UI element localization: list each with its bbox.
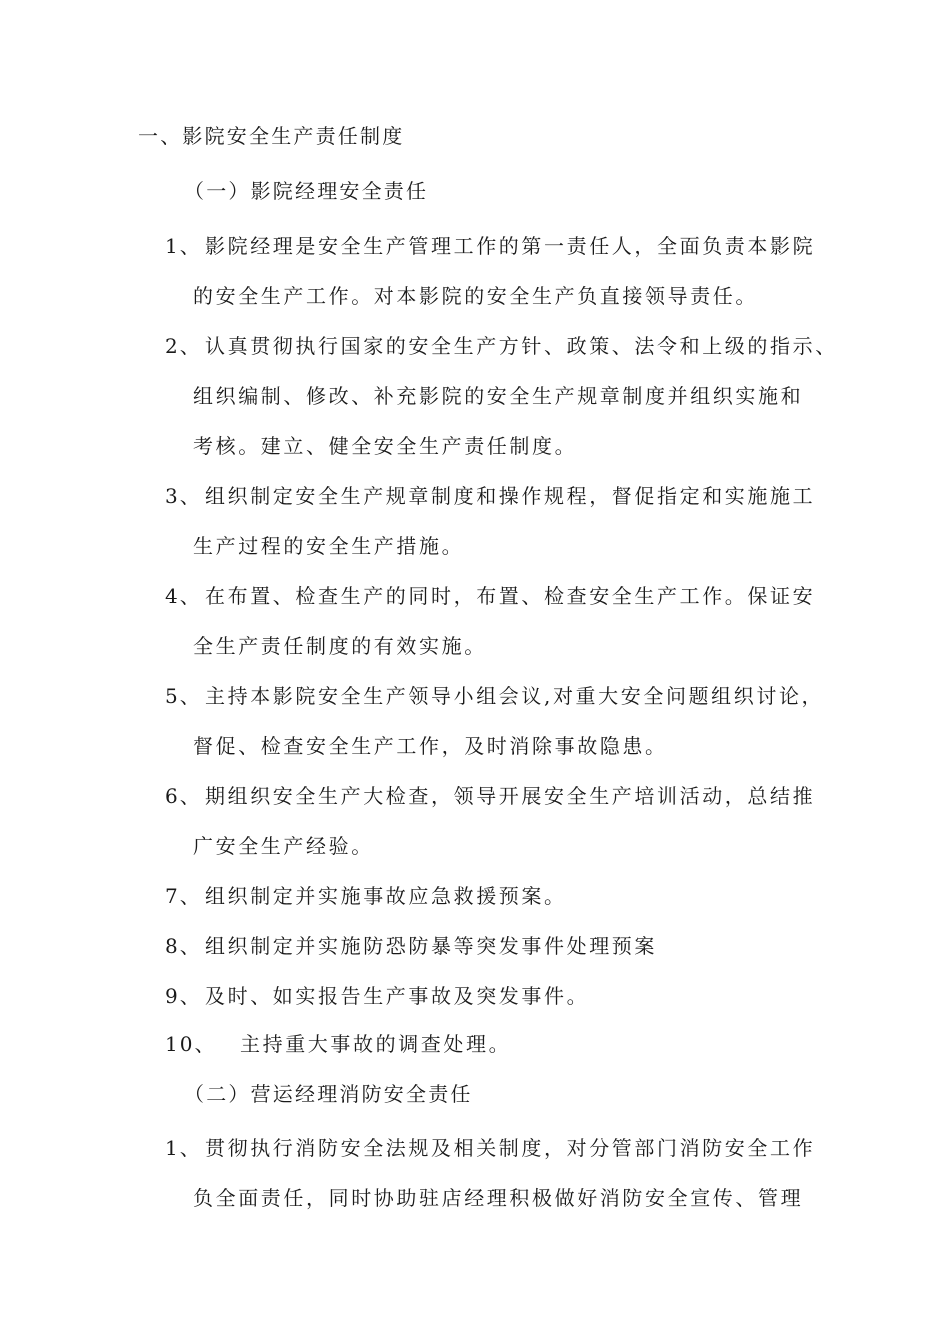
list-item-text: 认真贯彻执行国家的安全生产方针、政策、法令和上级的指示、 (205, 334, 838, 358)
list-item-text: 贯彻执行消防安全法规及相关制度，对分管部门消防安全工作 (205, 1136, 816, 1160)
list-item-text: 组织制定并实施防恐防暴等突发事件处理预案 (205, 934, 657, 958)
list-item-text: 期组织安全生产大检查，领导开展安全生产培训活动，总结推 (205, 784, 816, 808)
list-item-text-continued: 考核。建立、健全安全生产责任制度。 (193, 434, 578, 458)
list-item-number: 1、 (165, 234, 202, 258)
list-item-number: 6、 (165, 784, 202, 808)
list-item-text: 及时、如实报告生产事故及突发事件。 (205, 984, 590, 1008)
list-item-text: 在布置、检查生产的同时，布置、检查安全生产工作。保证安 (205, 584, 816, 608)
list-item-number: 10、 (165, 1032, 217, 1056)
list-item-text: 主持重大事故的调查处理。 (240, 1032, 512, 1056)
list-item-text-continued: 的安全生产工作。对本影院的安全生产负直接领导责任。 (193, 284, 758, 308)
list-item-text: 组织制定安全生产规章制度和操作规程，督促指定和实施施工 (205, 484, 816, 508)
list-item-text: 影院经理是安全生产管理工作的第一责任人，全面负责本影院 (205, 234, 816, 258)
section-title: 一、影院安全生产责任制度 (138, 124, 405, 148)
list-item-text: 组织制定并实施事故应急救援预案。 (205, 884, 567, 908)
list-item-number: 1、 (165, 1136, 202, 1160)
list-item-text-continued: 生产过程的安全生产措施。 (193, 534, 465, 558)
list-item-text-continued: 广安全生产经验。 (193, 834, 374, 858)
list-item-number: 9、 (165, 984, 202, 1008)
list-item-number: 7、 (165, 884, 202, 908)
list-item-number: 3、 (165, 484, 202, 508)
subsection-title-operations: （二）营运经理消防安全责任 (184, 1082, 473, 1106)
list-item-text-continued: 组织编制、修改、补充影院的安全生产规章制度并组织实施和 (193, 384, 804, 408)
list-item-number: 4、 (165, 584, 202, 608)
subsection-title-manager: （一）影院经理安全责任 (184, 179, 429, 203)
list-item-text-continued: 全生产责任制度的有效实施。 (193, 634, 487, 658)
list-item-number: 2、 (165, 334, 202, 358)
list-item-number: 8、 (165, 934, 202, 958)
list-item-text: 主持本影院安全生产领导小组会议,对重大安全问题组织讨论， (205, 684, 825, 708)
list-item-text-continued: 负全面责任，同时协助驻店经理积极做好消防安全宣传、管理 (193, 1186, 804, 1210)
list-item-text-continued: 督促、检查安全生产工作，及时消除事故隐患。 (193, 734, 668, 758)
list-item-number: 5、 (165, 684, 202, 708)
